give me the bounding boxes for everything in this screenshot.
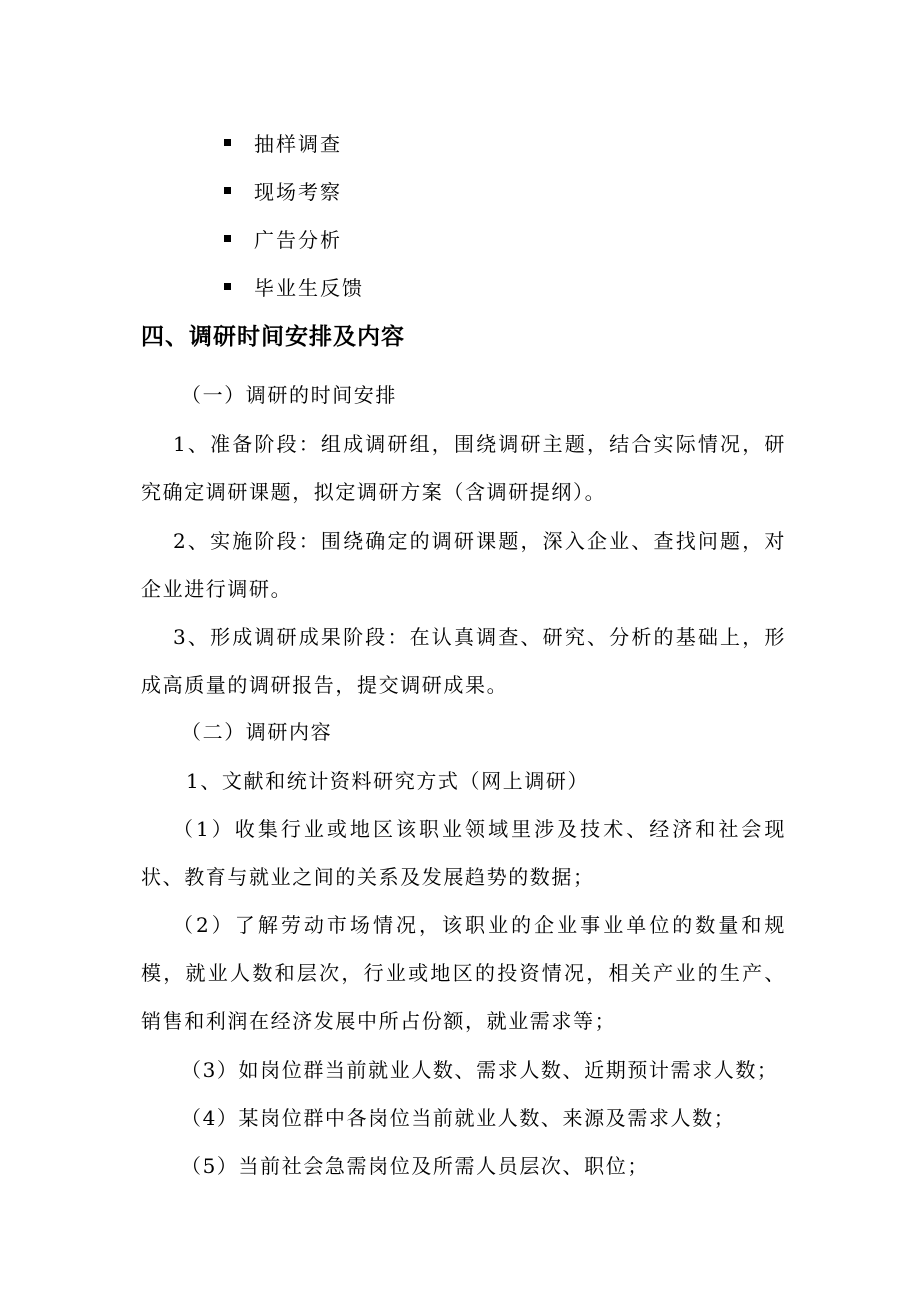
square-bullet-icon	[224, 235, 231, 242]
subsection-title-content: （二）调研内容	[181, 720, 333, 744]
paragraph-preparation-stage: 1、准备阶段：组成调研组，围绕调研主题，结合实际情况，研究确定调研课题，拟定调研方案（含调研提纲）。	[141, 432, 786, 504]
bullet-text: 现场考察	[254, 179, 342, 204]
point-position-employment: （4）某岗位群中各岗位当前就业人数、来源及需求人数；	[181, 1106, 736, 1130]
bullet-text: 抽样调查	[254, 131, 342, 156]
point-urgent-positions: （5）当前社会急需岗位及所需人员层次、职位；	[181, 1154, 649, 1178]
list-item	[222, 214, 364, 262]
paragraph-results-stage: 3、形成调研成果阶段：在认真调查、研究、分析的基础上，形成高质量的调研报告，提交调研成果。	[141, 625, 786, 697]
point-collect-data: （1）收集行业或地区该职业领域里涉及技术、经济和社会现状、教育与就业之间的关系及发展趋势的数据；	[141, 817, 786, 889]
square-bullet-icon	[224, 139, 231, 146]
paragraph-implementation-stage: 2、实施阶段：围绕确定的调研课题，深入企业、查找问题，对企业进行调研。	[141, 529, 786, 601]
point-labor-market: （2）了解劳动市场情况，该职业的企业事业单位的数量和规模，就业人数和层次，行业或地区的投资情况，相关产业的生产、销售和利润在经济发展中所占份额，就业需求等；	[141, 913, 786, 1033]
point-job-group-demand: （3）如岗位群当前就业人数、需求人数、近期预计需求人数；	[181, 1058, 779, 1082]
subsection-title-schedule: （一）调研的时间安排	[181, 383, 397, 407]
bullet-text: 毕业生反馈	[254, 275, 364, 300]
square-bullet-icon	[224, 187, 231, 194]
item-literature-research: 1、文献和统计资料研究方式（网上调研）	[186, 769, 590, 793]
bullet-text: 广告分析	[254, 227, 342, 252]
list-item	[222, 166, 364, 214]
section-heading: 四、调研时间安排及内容	[141, 324, 405, 350]
square-bullet-icon	[224, 283, 231, 290]
list-item	[222, 262, 364, 310]
list-item	[222, 118, 364, 166]
method-bullet-list	[222, 118, 364, 310]
